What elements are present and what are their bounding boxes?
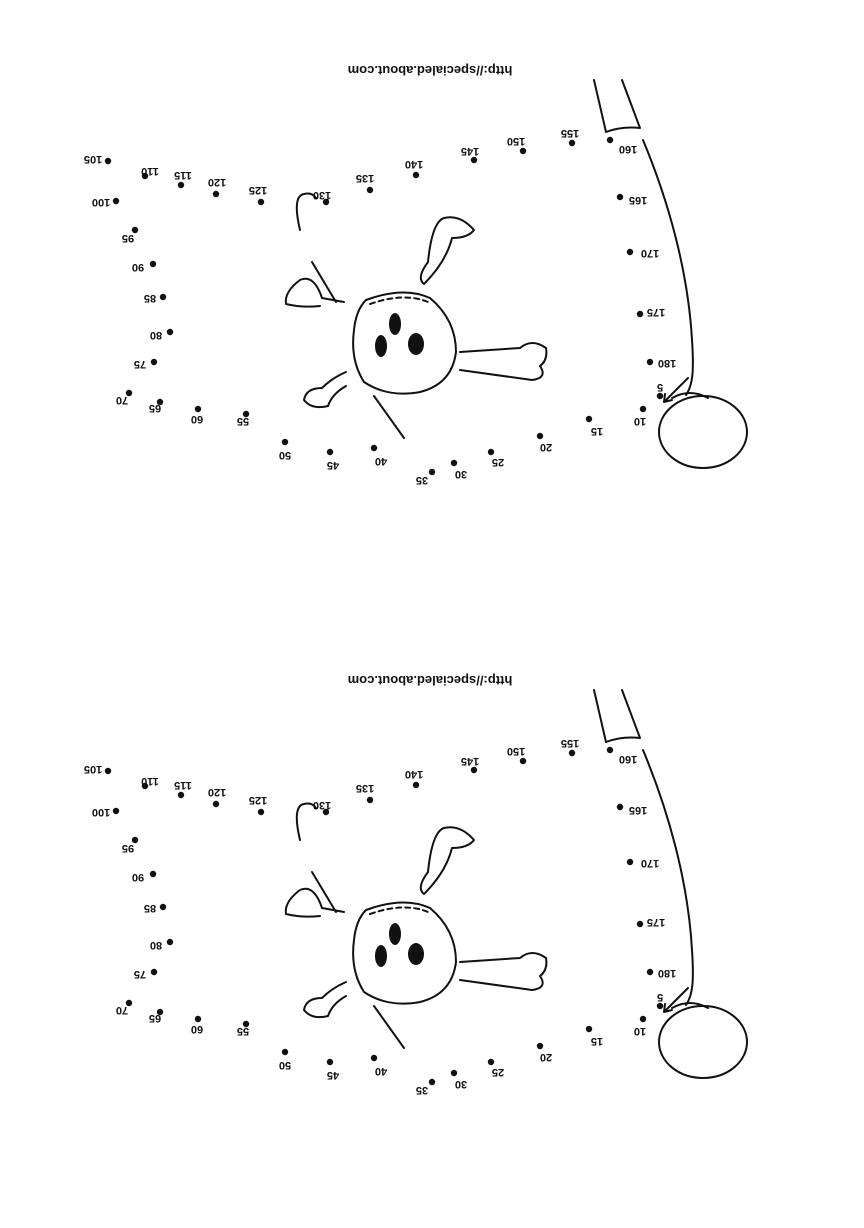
dot-170 xyxy=(627,859,633,865)
dot-35 xyxy=(429,469,435,475)
dot-label: 115 xyxy=(174,169,192,181)
dot-label: 60 xyxy=(190,413,204,425)
fuse-handle-outline xyxy=(594,690,640,742)
skull-eye-left xyxy=(389,313,401,335)
dot-140 xyxy=(413,172,419,178)
dot-115 xyxy=(178,792,184,798)
dot-label: 15 xyxy=(590,425,604,437)
bomb-icon xyxy=(656,988,747,1078)
dot-label: 140 xyxy=(404,768,424,780)
skull-eye-right xyxy=(408,943,424,965)
skull-eye-right xyxy=(408,333,424,355)
dot-label: 50 xyxy=(278,1059,292,1071)
dot-label: 70 xyxy=(115,1004,129,1016)
dot-40 xyxy=(371,445,377,451)
skull-stroke-lines xyxy=(312,262,404,438)
dot-label: 125 xyxy=(248,794,268,806)
dot-10 xyxy=(640,1016,646,1022)
dot-label: 100 xyxy=(91,196,111,208)
dot-label: 65 xyxy=(148,402,162,414)
source-url-text: http://specialed.about.com xyxy=(347,673,513,688)
dot-175 xyxy=(637,311,643,317)
bone-right xyxy=(460,953,546,990)
dot-125 xyxy=(258,199,264,205)
bomb-icon xyxy=(656,378,747,468)
dot-label: 55 xyxy=(236,1025,250,1037)
dot-80 xyxy=(167,329,173,335)
dot-label: 135 xyxy=(355,172,375,184)
dot-90 xyxy=(150,871,156,877)
dot-label: 175 xyxy=(646,916,666,928)
skull-outline xyxy=(353,292,456,393)
dot-label: 170 xyxy=(640,247,660,259)
dot-35 xyxy=(429,1079,435,1085)
dot-label: 130 xyxy=(312,189,332,201)
fuse-handle-outline xyxy=(594,80,640,132)
dot-20 xyxy=(537,433,543,439)
dot-label: 60 xyxy=(190,1023,204,1035)
dot-180 xyxy=(647,359,653,365)
dot-label: 45 xyxy=(326,1069,340,1081)
dot-label: 10 xyxy=(633,1025,647,1037)
dot-15 xyxy=(586,416,592,422)
dot-90 xyxy=(150,261,156,267)
source-url-text: http://specialed.about.com xyxy=(347,63,513,78)
dot-label: 160 xyxy=(618,753,638,765)
dot-85 xyxy=(160,294,166,300)
dot-label: 110 xyxy=(141,775,159,787)
dot-80 xyxy=(167,939,173,945)
dot-135 xyxy=(367,797,373,803)
skull-eye-left xyxy=(389,923,401,945)
skull-and-crossbones-icon xyxy=(286,194,547,439)
dot-label: 145 xyxy=(460,145,480,157)
dot-label: 110 xyxy=(141,165,159,177)
dot-label: 130 xyxy=(312,799,332,811)
dot-label: 50 xyxy=(278,449,292,461)
dot-label: 90 xyxy=(131,871,145,883)
dot-label: 40 xyxy=(374,1065,388,1077)
dot-label: 180 xyxy=(657,967,677,979)
dot-40 xyxy=(371,1055,377,1061)
dot-label: 5 xyxy=(656,991,664,1003)
dot-label: 15 xyxy=(590,1035,604,1047)
fuse-line xyxy=(640,140,693,395)
dot-75 xyxy=(151,969,157,975)
dot-50 xyxy=(282,1049,288,1055)
dot-label: 75 xyxy=(133,968,147,980)
dot-label: 180 xyxy=(657,357,677,369)
dot-label: 25 xyxy=(491,1066,505,1078)
dot-115 xyxy=(178,182,184,188)
dot-120 xyxy=(213,191,219,197)
dot-155 xyxy=(569,140,575,146)
dot-125 xyxy=(258,809,264,815)
bone-upper-right xyxy=(421,217,474,284)
dot-150 xyxy=(520,758,526,764)
dot-140 xyxy=(413,782,419,788)
dot-label: 40 xyxy=(374,455,388,467)
dot-45 xyxy=(327,1059,333,1065)
dot-45 xyxy=(327,449,333,455)
dot-label: 155 xyxy=(560,737,580,749)
dot-160 xyxy=(607,747,613,753)
dot-label: 85 xyxy=(143,902,157,914)
dot-label: 30 xyxy=(454,1078,468,1090)
dot-label: 165 xyxy=(628,194,648,206)
dot-label: 95 xyxy=(121,842,135,854)
dot-label: 100 xyxy=(91,806,111,818)
dot-15 xyxy=(586,1026,592,1032)
skull-and-crossbones-icon xyxy=(286,804,547,1049)
dot-150 xyxy=(520,148,526,154)
dot-100 xyxy=(113,198,119,204)
dot-105 xyxy=(105,768,111,774)
dot-label: 125 xyxy=(248,184,268,196)
bomb-body xyxy=(659,1006,747,1078)
bone-right xyxy=(460,343,546,380)
dot-100 xyxy=(113,808,119,814)
dot-label: 175 xyxy=(646,306,666,318)
dot-label: 25 xyxy=(491,456,505,468)
dot-135 xyxy=(367,187,373,193)
dot-label: 150 xyxy=(506,745,526,757)
dot-label: 160 xyxy=(618,143,638,155)
dot-105 xyxy=(105,158,111,164)
dot-170 xyxy=(627,249,633,255)
skull-nose xyxy=(375,945,387,967)
dot-60 xyxy=(195,1016,201,1022)
dot-label: 20 xyxy=(539,441,553,453)
dot-60 xyxy=(195,406,201,412)
bomb-body xyxy=(659,396,747,468)
dot-50 xyxy=(282,439,288,445)
skull-teeth xyxy=(370,907,428,914)
dot-175 xyxy=(637,921,643,927)
bone-lower-left xyxy=(304,982,346,1017)
dot-label: 65 xyxy=(148,1012,162,1024)
dot-120 xyxy=(213,801,219,807)
dot-label: 85 xyxy=(143,292,157,304)
dot-label: 5 xyxy=(656,381,664,393)
dot-155 xyxy=(569,750,575,756)
dot-label: 80 xyxy=(149,329,163,341)
skull-outline xyxy=(353,902,456,1003)
dot-label: 20 xyxy=(539,1051,553,1063)
dot-label: 55 xyxy=(236,415,250,427)
dot-160 xyxy=(607,137,613,143)
dot-label: 45 xyxy=(326,459,340,471)
dot-label: 135 xyxy=(355,782,375,794)
skull-nose xyxy=(375,335,387,357)
dot-label: 75 xyxy=(133,358,147,370)
dot-label: 105 xyxy=(83,763,103,775)
dot-30 xyxy=(451,460,457,466)
dot-85 xyxy=(160,904,166,910)
dot-label: 70 xyxy=(115,394,129,406)
dot-30 xyxy=(451,1070,457,1076)
dot-label: 120 xyxy=(207,786,227,798)
dot-label: 95 xyxy=(121,232,135,244)
skull-teeth xyxy=(370,297,428,304)
dot-label: 90 xyxy=(131,261,145,273)
dot-165 xyxy=(617,194,623,200)
skull-stroke-lines xyxy=(312,872,404,1048)
bone-upper-right xyxy=(421,827,474,894)
dot-75 xyxy=(151,359,157,365)
dot-label: 170 xyxy=(640,857,660,869)
dot-25 xyxy=(488,449,494,455)
dot-label: 165 xyxy=(628,804,648,816)
dot-label: 35 xyxy=(415,1084,429,1096)
dot-165 xyxy=(617,804,623,810)
dot-label: 150 xyxy=(506,135,526,147)
dot-label: 105 xyxy=(83,153,103,165)
dot-20 xyxy=(537,1043,543,1049)
dot-label: 140 xyxy=(404,158,424,170)
dot-25 xyxy=(488,1059,494,1065)
bone-lower-left xyxy=(304,372,346,407)
dot-10 xyxy=(640,406,646,412)
dot-label: 10 xyxy=(633,415,647,427)
dot-label: 115 xyxy=(174,779,192,791)
dot-label: 30 xyxy=(454,468,468,480)
dot-label: 145 xyxy=(460,755,480,767)
puzzle-copy-2 xyxy=(84,673,747,1096)
dot-label: 80 xyxy=(149,939,163,951)
fuse-line xyxy=(640,750,693,1005)
puzzle-copy-1 xyxy=(84,63,747,486)
dot-label: 155 xyxy=(560,127,580,139)
dot-label: 120 xyxy=(207,176,227,188)
dot-label: 35 xyxy=(415,474,429,486)
dot-180 xyxy=(647,969,653,975)
